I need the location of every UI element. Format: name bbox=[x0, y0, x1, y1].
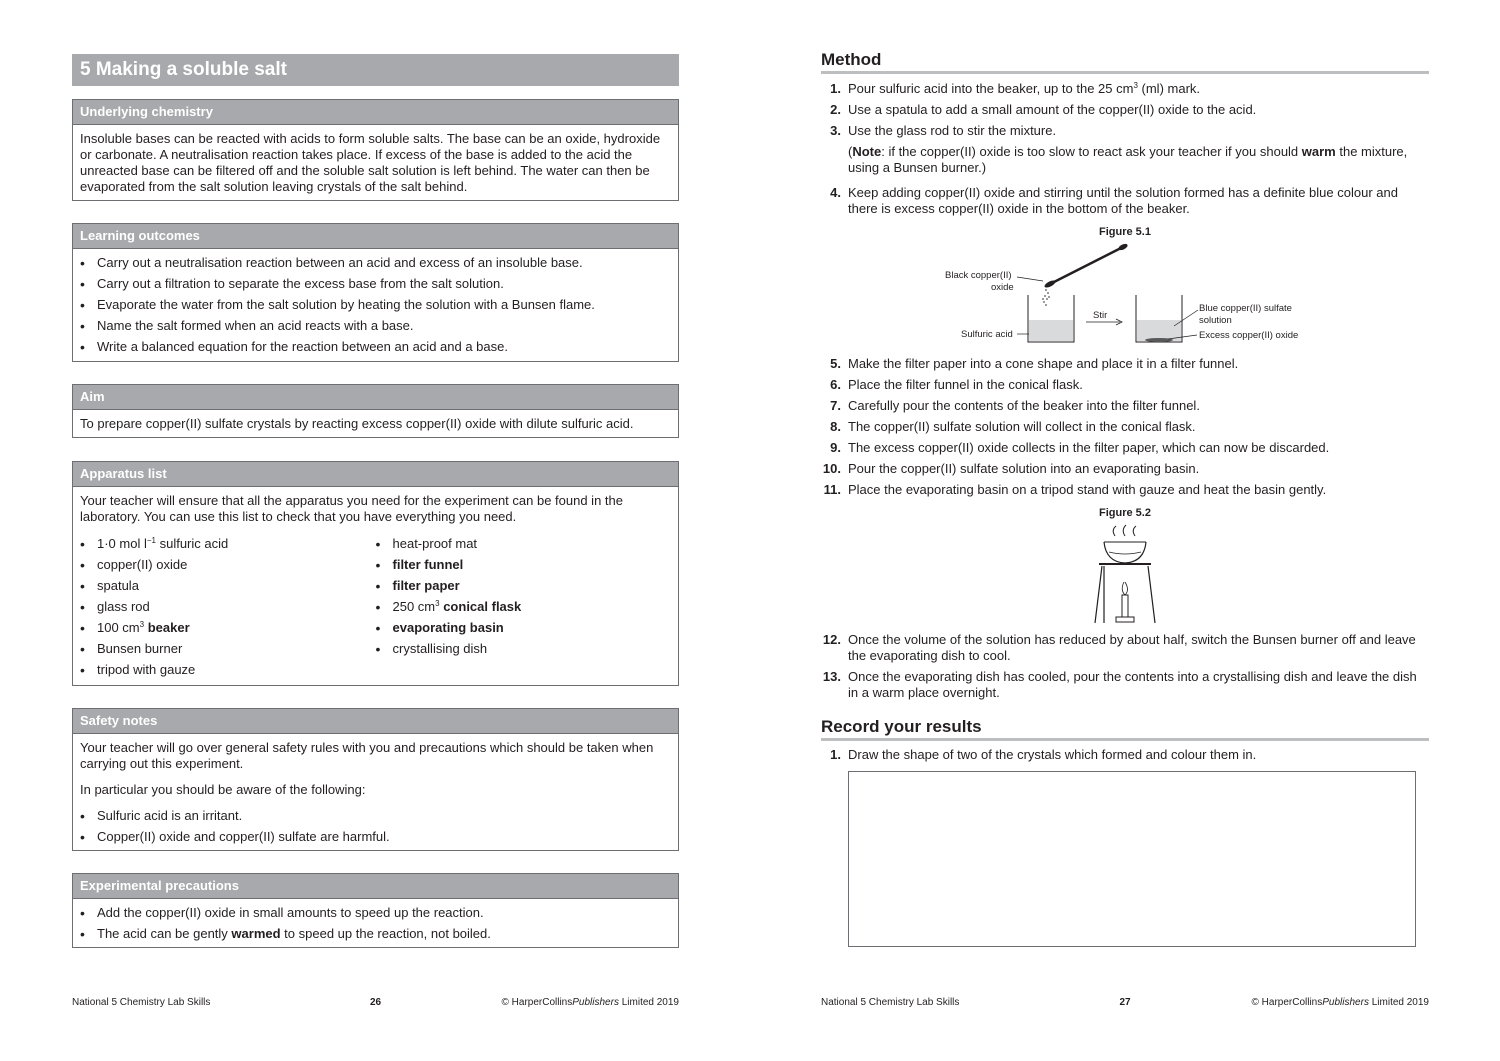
apparatus-item: • 250 $cm^3$ conical flask bbox=[376, 599, 672, 615]
outcome-item: • Evaporate the water from the salt solution by heating the solution with a Bunsen flame. bbox=[80, 297, 671, 313]
aim-text: To prepare copper(II) sulfate crystals by reacting excess copper(II) oxide with dilute sulfuric acid. bbox=[80, 416, 634, 431]
apparatus-column-2 bbox=[376, 536, 672, 678]
method-steps-b bbox=[821, 356, 1429, 503]
method-step: 8. The copper(II) sulfate solution will collect in the conical flask. bbox=[830, 419, 1196, 434]
apparatus-item: • 1·0 mol $l^{-1}$ sulfuric acid bbox=[80, 536, 376, 552]
method-title: Method bbox=[821, 50, 1429, 74]
label-blue-solution-1: Blue copper(II) sulfate bbox=[1199, 303, 1292, 314]
apparatus-item: • filter funnel bbox=[376, 557, 672, 573]
apparatus-item: • crystallising dish bbox=[376, 641, 672, 657]
safety-notes-heading: Safety notes bbox=[73, 709, 678, 734]
method-step: 6. Place the filter funnel in the conical flask. bbox=[830, 377, 1083, 392]
safety-text-1: Your teacher will go over general safety rules with you and precautions which should be taken when carrying out this experiment. bbox=[80, 740, 654, 771]
apparatus-item: • heat-proof mat bbox=[376, 536, 672, 552]
label-stir: Stir bbox=[1093, 310, 1108, 321]
safety-item: • Copper(II) oxide and copper(II) sulfate are harmful. bbox=[80, 829, 671, 845]
outcome-item: • Carry out a filtration to separate the excess base from the salt solution. bbox=[80, 276, 671, 292]
spatula-shape bbox=[1054, 248, 1121, 282]
apparatus-item: • spatula bbox=[80, 578, 376, 594]
footer-book-title: National 5 Chemistry Lab Skills bbox=[821, 997, 960, 1008]
crystal-drawing-area[interactable] bbox=[848, 771, 1416, 947]
method-step: 2. Use a spatula to add a small amount of the copper(II) oxide to the acid. bbox=[830, 102, 1257, 117]
figure-5-2-caption: Figure 5.2 bbox=[1099, 507, 1151, 519]
method-step: 4. Keep adding copper(II) oxide and stirring until the solution formed has a definite blue colour and there is excess copper(II) oxide in the bottom of the beaker. bbox=[830, 185, 1398, 216]
safety-item: • Sulfuric acid is an irritant. bbox=[80, 808, 671, 824]
apparatus-item: • copper(II) oxide bbox=[80, 557, 376, 573]
label-blue-solution-2: solution bbox=[1199, 315, 1232, 326]
method-step: 13. Once the evaporating dish has cooled, pour the contents into a crystallising dish and leave the dish in a warm place overnight. bbox=[822, 669, 1417, 700]
underlying-chemistry-heading: Underlying chemistry bbox=[73, 100, 678, 125]
outcome-item: • Name the salt formed when an acid reacts with a base. bbox=[80, 318, 671, 334]
method-note: (Note: if the copper(II) oxide is too slow to react ask your teacher if you should warm the mixture, using a Bunsen burner.) bbox=[848, 144, 1408, 175]
record-results-title: Record your results bbox=[821, 717, 1429, 741]
sulfuric-acid-liquid bbox=[1029, 320, 1073, 341]
safety-notes-box bbox=[72, 708, 679, 851]
method-step: 10. Pour the copper(II) sulfate solution into an evaporating basin. bbox=[822, 461, 1200, 476]
label-sulfuric-acid: Sulfuric acid bbox=[961, 329, 1013, 340]
method-step: 5. Make the filter paper into a cone shape and place it in a filter funnel. bbox=[830, 356, 1239, 371]
aim-heading: Aim bbox=[73, 385, 678, 410]
oxide-powder-shape bbox=[1042, 289, 1050, 306]
flame-shape bbox=[1122, 582, 1127, 595]
method-step: 9. The excess copper(II) oxide collects in the filter paper, which can now be discarded. bbox=[830, 440, 1330, 455]
outcome-item: • Write a balanced equation for the reaction between an acid and a base. bbox=[80, 339, 671, 355]
apparatus-item: • evaporating basin bbox=[376, 620, 672, 636]
learning-outcomes-heading: Learning outcomes bbox=[73, 224, 678, 249]
method-step: 3. Use the glass rod to stir the mixture. (Note: if the copper(II) oxide is too slow to react ask your teacher if you should warm the mixture, using a Bunsen burner.) bbox=[821, 123, 1429, 176]
apparatus-item: • 100 $cm^3$ beaker bbox=[80, 620, 376, 636]
method-step: 7. Carefully pour the contents of the beaker into the filter funnel. bbox=[830, 398, 1200, 413]
apparatus-item: • filter paper bbox=[376, 578, 672, 594]
safety-text-2: In particular you should be aware of the following: bbox=[80, 782, 366, 797]
apparatus-item: • glass rod bbox=[80, 599, 376, 615]
experimental-precautions-heading: Experimental precautions bbox=[73, 874, 678, 899]
label-black-oxide-1: Black copper(II) bbox=[945, 270, 1012, 281]
results-steps bbox=[821, 747, 1429, 768]
experimental-precautions-box bbox=[72, 873, 679, 948]
method-step: 1. Pour sulfuric acid into the beaker, up to the 25 $cm^3$ (ml) mark. bbox=[830, 81, 1201, 96]
outcome-item: • Carry out a neutralisation reaction between an acid and excess of an insoluble base. bbox=[80, 255, 671, 271]
figure-5-1-caption: Figure 5.1 bbox=[1099, 226, 1151, 238]
page-title: 5 Making a soluble salt bbox=[72, 54, 679, 86]
apparatus-column-1 bbox=[80, 536, 376, 678]
footer-copyright: © HarperCollinsPublishers Limited 2019 bbox=[501, 997, 679, 1008]
figure-5-2-diagram bbox=[1087, 522, 1167, 626]
method-steps-c bbox=[821, 632, 1429, 706]
learning-outcomes-box bbox=[72, 223, 679, 362]
apparatus-heading: Apparatus list bbox=[73, 462, 678, 487]
aim-box bbox=[72, 384, 679, 438]
bunsen-burner-shape bbox=[1122, 595, 1128, 617]
steam-shape bbox=[1113, 525, 1136, 536]
apparatus-box bbox=[72, 461, 679, 686]
footer-copyright: © HarperCollinsPublishers Limited 2019 bbox=[1251, 997, 1429, 1008]
left-page bbox=[72, 0, 679, 1061]
method-step: 12. Once the volume of the solution has reduced by about half, switch the Bunsen burner off and leave the evaporating dish to cool. bbox=[822, 632, 1416, 663]
apparatus-intro: Your teacher will ensure that all the apparatus you need for the experiment can be found in the laboratory. You can use this list to check that you have everything you need. bbox=[80, 493, 623, 524]
right-page bbox=[821, 0, 1429, 1061]
underlying-chemistry-text: Insoluble bases can be reacted with acids to form soluble salts. The base can be an oxide, hydroxide or carbonate. A neutralisation reaction takes place. If excess of the base is added to the acid the unreacted base can be filtered off and the soluble salt solution is left behind. The water can then be evaporated from the salt solution leaving crystals of the salt behind. bbox=[80, 131, 661, 194]
figure-5-1-diagram bbox=[936, 240, 1336, 350]
apparatus-item: • tripod with gauze bbox=[80, 662, 376, 678]
label-black-oxide-2: oxide bbox=[991, 282, 1014, 293]
method-steps-a bbox=[821, 81, 1429, 222]
footer-page-number: 27 bbox=[1119, 997, 1131, 1008]
precaution-item: • Add the copper(II) oxide in small amounts to speed up the reaction. bbox=[80, 905, 671, 921]
footer-book-title: National 5 Chemistry Lab Skills bbox=[72, 997, 211, 1008]
underlying-chemistry-box bbox=[72, 99, 679, 201]
footer-page-number: 26 bbox=[369, 997, 382, 1008]
method-step: 11. Place the evaporating basin on a tripod stand with gauze and heat the basin gently. bbox=[823, 482, 1327, 497]
label-excess-oxide: Excess copper(II) oxide bbox=[1199, 330, 1299, 341]
precaution-item: • The acid can be gently warmed to speed up the reaction, not boiled. bbox=[80, 926, 671, 942]
apparatus-item: • Bunsen burner bbox=[80, 641, 376, 657]
results-step: 1. Draw the shape of two of the crystals which formed and colour them in. bbox=[830, 747, 1257, 762]
